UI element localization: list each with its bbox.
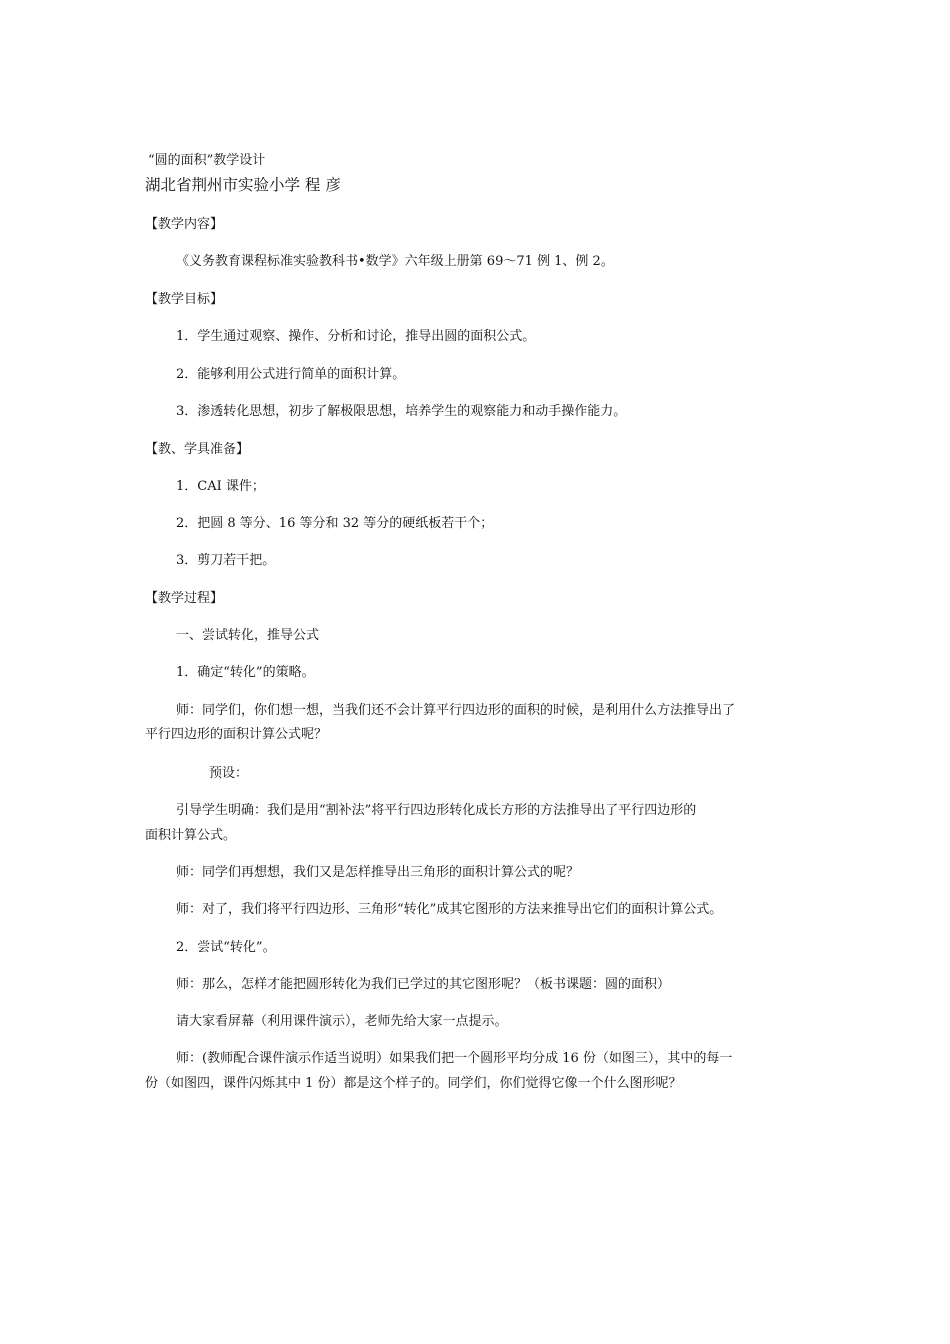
paragraph-line: 引导学生明确：我们是用“割补法”将平行四边形转化成长方形的方法推导出了平行四边形的 xyxy=(176,803,697,818)
process-step: 1．确定“转化”的策略。 xyxy=(176,665,315,680)
content-text: 《义务教育课程标准实验教科书•数学》六年级上册第 69～71 例 1、例 2。 xyxy=(176,254,614,269)
goal-item: 3．渗透转化思想，初步了解极限思想，培养学生的观察能力和动手操作能力。 xyxy=(176,404,627,419)
paragraph-line: 师：对了，我们将平行四边形、三角形“转化”成其它图形的方法来推导出它们的面积计算公式。 xyxy=(176,902,723,917)
goal-item: 2．能够利用公式进行简单的面积计算。 xyxy=(176,367,406,382)
paragraph-line: 请大家看屏幕（利用课件演示），老师先给大家一点提示。 xyxy=(176,1014,508,1029)
paragraph-line: 师：(教师配合课件演示作适当说明）如果我们把一个圆形平均分成 16 份（如图三），其中的每一 xyxy=(176,1051,733,1066)
prep-item: 2．把圆 8 等分、16 等分和 32 等分的硬纸板若干个； xyxy=(176,516,494,531)
process-part-heading: 一、尝试转化，推导公式 xyxy=(176,628,320,643)
paragraph-line: 份（如图四，课件闪烁其中 1 份）都是这个样子的。同学们，你们觉得它像一个什么图形呢？ xyxy=(145,1076,682,1091)
paragraph-line: 面积计算公式。 xyxy=(145,828,237,843)
section-heading-prep: 【教、学具准备】 xyxy=(145,442,250,457)
paragraph-line: 师：那么，怎样才能把圆形转化为我们已学过的其它图形呢？（板书课题：圆的面积） xyxy=(176,977,671,992)
prep-item: 3．剪刀若干把。 xyxy=(176,553,276,568)
document-title: “圆的面积”教学设计 xyxy=(148,153,266,168)
section-heading-goals: 【教学目标】 xyxy=(145,292,224,307)
paragraph-line: 师：同学们再想想，我们又是怎样推导出三角形的面积计算公式的呢？ xyxy=(176,865,580,880)
paragraph-line: 平行四边形的面积计算公式呢？ xyxy=(145,727,328,742)
paragraph-line: 师：同学们，你们想一想，当我们还不会计算平行四边形的面积的时候，是利用什么方法推导出了 xyxy=(176,703,736,718)
goal-item: 1．学生通过观察、操作、分析和讨论，推导出圆的面积公式。 xyxy=(176,329,536,344)
process-step: 2．尝试“转化”。 xyxy=(176,940,276,955)
preset-label: 预设： xyxy=(209,766,249,781)
prep-item: 1．CAI 课件； xyxy=(176,479,265,494)
author-line: 湖北省荆州市实验小学 程 彦 xyxy=(145,176,341,194)
section-heading-content: 【教学内容】 xyxy=(145,217,224,232)
section-heading-process: 【教学过程】 xyxy=(145,591,224,606)
